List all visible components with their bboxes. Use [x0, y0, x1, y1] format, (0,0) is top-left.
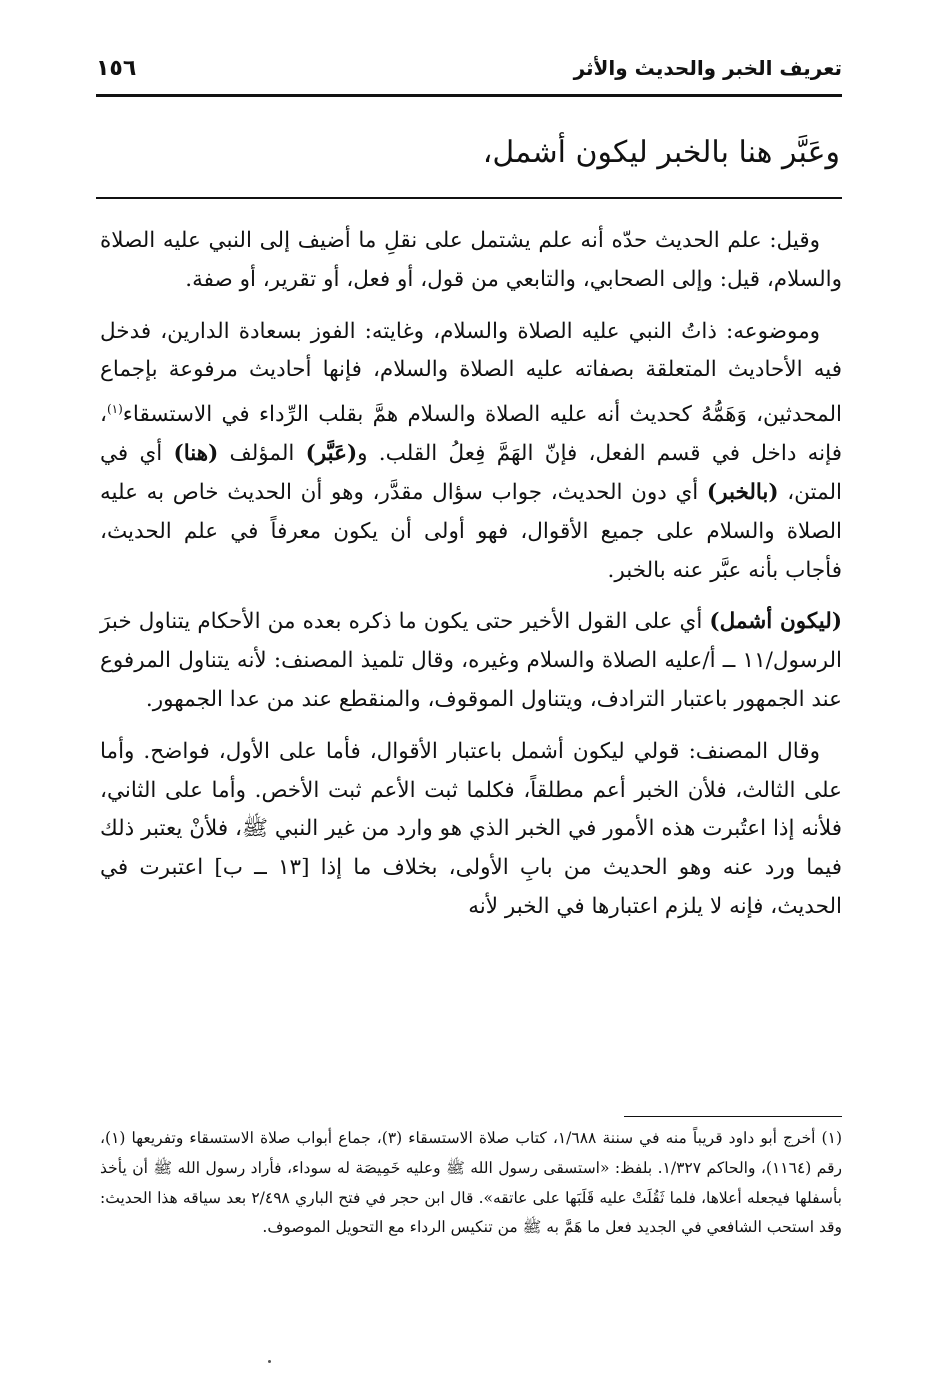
footnote-marker: (١): [106, 402, 123, 417]
paragraph-4-text: وقال المصنف: قولي ليكون أشمل باعتبار الأقوال، فأما على الأول، فواضح. وأما على الثالث، فلأن الخبر أعم مطلقاً، فكلما ثبت الأعم ثبت الأخص. وأما على الثاني، فلأنه إذا اعتُبرت هذه الأمور في الخبر الذي هو وارد من غير النبي ﷺ، فلأنْ يعتبر ذلك فيما ورد عنه وهو الحديث من بابِ الأولى، بخلاف ما إذا [١٣ ــ ب] اعتبرت في الحديث، فإنه لا يلزم اعتبارها في الخبر لأنه: [100, 738, 842, 919]
keyword-huna: (هنا): [173, 441, 219, 467]
header-rule: [96, 94, 842, 97]
paragraph-2-text-a: وموضوعه: ذاتُ النبي عليه الصلاة والسلام، وغايته: الفوز بسعادة الدارين، فدخل فيه الأحاديث المتعلقة بصفاته عليه الصلاة والسلام، فإنها أحاديث مرفوعة بإجماع المحدثين، وَهَمُّهُ كحديث أنه عليه الصلاة والسلام همَّ بقلب الرِّداء في الاستسقاء: [100, 318, 842, 428]
matn-rule: [96, 197, 842, 199]
footnote-text: (١) أخرج أبو داود قريباً منه في سننة ١/٦٨٨، كتاب صلاة الاستسقاء (٣)، جماع أبواب صلاة الاستسقاء وتفريعها (١)، رقم (١١٦٤)، والحاكم ١/٣٢٧. بلفظ: «استسقى رسول الله ﷺ وعليه خَمِيصَة له سوداء، فأراد رسول الله ﷺ أن يأخذ بأسفلها فيجعله أعلاها، فلما ثَقُلَتْ عليه قَلَبَها على عاتقه». قال ابن حجر في فتح الباري ٢/٤٩٨ بعد سياقه هذا الحديث: وقد استحب الشافعي في الجديد فعل ما هَمَّ به ﷺ من تنكيس الرداء مع التحويل الموصوف.: [100, 1129, 842, 1237]
paragraph-2-text-c: المؤلف: [218, 441, 306, 467]
keyword-abbar: (عَبَّر): [305, 441, 358, 467]
paragraph-2-text-b: ، فإنه داخل في قسم الفعل، فإنّ الهَمَّ فِعلُ القلب. و: [100, 402, 842, 467]
footnote: [100, 1124, 842, 1243]
keyword-bilkhabar: (بالخبر): [706, 479, 779, 505]
running-header: [96, 56, 842, 90]
header-title: تعريف الخبر والحديث والأثر: [573, 56, 842, 80]
paragraph-4: [100, 733, 842, 927]
scan-speck: [268, 1360, 271, 1363]
footnote-rule: [624, 1116, 842, 1117]
matn-text: وعَبَّر هنا بالخبر ليكون أشمل،: [482, 135, 840, 170]
page-number: ١٥٦: [96, 56, 137, 81]
paragraph-1: [100, 222, 842, 300]
paragraph-3-text: أي على القول الأخير حتى يكون ما ذكره بعده من الأحكام يتناول خبرَ الرسول/١١ ــ أ/عليه الصلاة والسلام وغيره، وقال تلميذ المصنف: لأنه يتناول المرفوع عند الجمهور باعتبار الترادف، ويتناول الموقوف، والمنقطع عند من عدا الجمهور.: [100, 609, 842, 712]
paragraph-3: [100, 603, 842, 719]
paragraph-2-text-e: أي دون الحديث، جواب سؤال مقدَّر، وهو أن الحديث خاص به عليه الصلاة والسلام على جميع الأقوال، فهو أولى أن يكون معرفاً في علم الحديث، فأجاب بأنه عبَّر عنه بالخبر.: [100, 479, 842, 583]
commentary-body: [100, 222, 842, 927]
paragraph-2-text-d: أي في المتن،: [100, 441, 842, 505]
paragraph-1-text: وقيل: علم الحديث حدّه أنه علم يشتمل على نقلِ ما أضيف إلى النبي عليه الصلاة والسلام، قيل: وإلى الصحابي، والتابعي من قول، أو فعل، أو تقرير، أو صفة.: [100, 228, 842, 292]
keyword-liyakuna-ashmal: (ليكون أشمل): [709, 609, 842, 635]
paragraph-2: [100, 313, 842, 591]
